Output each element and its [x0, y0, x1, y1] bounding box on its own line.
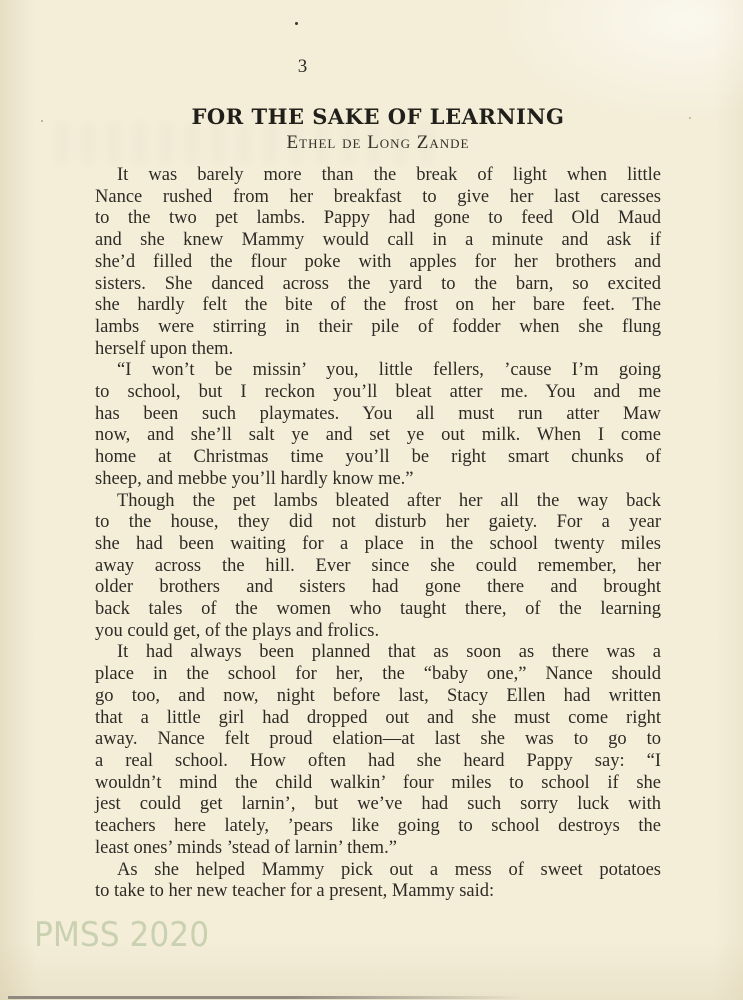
article-body — [95, 165, 661, 903]
paper-speck — [295, 22, 298, 25]
text-line: now, and she’ll salt ye and set ye out milk. When I come — [95, 425, 661, 446]
watermark-text: PMSS 2020 — [34, 915, 210, 955]
text-line: Nance rushed from her breakfast to give her last caresses — [95, 186, 661, 207]
paragraph — [95, 642, 661, 859]
paper-speck — [689, 117, 691, 119]
text-line: she hardly felt the bite of the frost on her bare feet. The — [95, 295, 661, 316]
text-line: to the two pet lambs. Pappy had gone to feed Old Maud — [95, 208, 661, 229]
text-line: home at Christmas time you’ll be right smart chunks of — [95, 447, 661, 468]
text-line: to the house, they did not disturb her gaiety. For a year — [95, 512, 661, 533]
text-line: It had always been planned that as soon as there was a — [117, 642, 661, 663]
text-line: place in the school for her, the “baby one,” Nance should — [95, 664, 661, 685]
text-line: back tales of the women who taught there, of the learning — [95, 599, 661, 620]
text-line: she’d filled the flour poke with apples for her brothers and — [95, 251, 661, 272]
text-line: away. Nance felt proud elation—at last she was to go to — [95, 729, 661, 750]
text-line: away across the hill. Ever since she could remember, her — [95, 555, 661, 576]
article-title: FOR THE SAKE OF LEARNING — [191, 104, 565, 129]
text-line: As she helped Mammy pick out a mess of sweet potatoes — [117, 859, 661, 880]
text-line: “I won’t be missin’ you, little fellers, ’cause I’m going — [117, 360, 661, 381]
text-line: teachers here lately, ’pears like going to school destroys the — [95, 816, 661, 837]
page-number: 3 — [297, 56, 308, 77]
text-line: to take to her new teacher for a present, Mammy said: — [95, 881, 495, 902]
text-line: to school, but I reckon you’ll bleat atter me. You and me — [95, 382, 661, 403]
text-line: a real school. How often had she heard Pappy say: “I — [95, 750, 661, 771]
text-line: lambs were stirring in their pile of fodder when she flung — [95, 316, 661, 337]
text-line: go too, and now, night before last, Stacy Ellen had written — [95, 685, 661, 706]
text-line: wouldn’t mind the child walkin’ four miles to school if she — [95, 772, 661, 793]
paragraph — [95, 360, 661, 490]
text-line: herself upon them. — [95, 338, 234, 359]
text-line: older brothers and sisters had gone there and brought — [95, 577, 661, 598]
text-line: Though the pet lambs bleated after her all the way back — [117, 490, 661, 511]
text-line: sisters. She danced across the yard to the barn, so excited — [95, 273, 661, 294]
paragraph — [95, 165, 661, 360]
paper-speck — [41, 120, 43, 122]
text-line: you could get, of the plays and frolics. — [95, 620, 380, 641]
article-author-byline: Ethel de Long Zande — [286, 132, 470, 153]
text-line: and she knew Mammy would call in a minute and ask if — [95, 230, 661, 251]
text-line: has been such playmates. You all must run atter Maw — [95, 403, 661, 424]
text-line: sheep, and mebbe you’ll hardly know me.” — [95, 468, 414, 489]
text-line: jest could get larnin’, but we’ve had such sorry luck with — [95, 794, 661, 815]
text-line: that a little girl had dropped out and she must come right — [95, 707, 661, 728]
paragraph — [95, 491, 661, 643]
text-line: It was barely more than the break of light when little — [117, 165, 661, 185]
text-line: least ones’ minds ’stead of larnin’ them.” — [95, 837, 397, 858]
paragraph — [95, 860, 661, 903]
text-line: she had been waiting for a place in the school twenty miles — [95, 533, 661, 554]
scan-edge-line — [8, 996, 524, 999]
